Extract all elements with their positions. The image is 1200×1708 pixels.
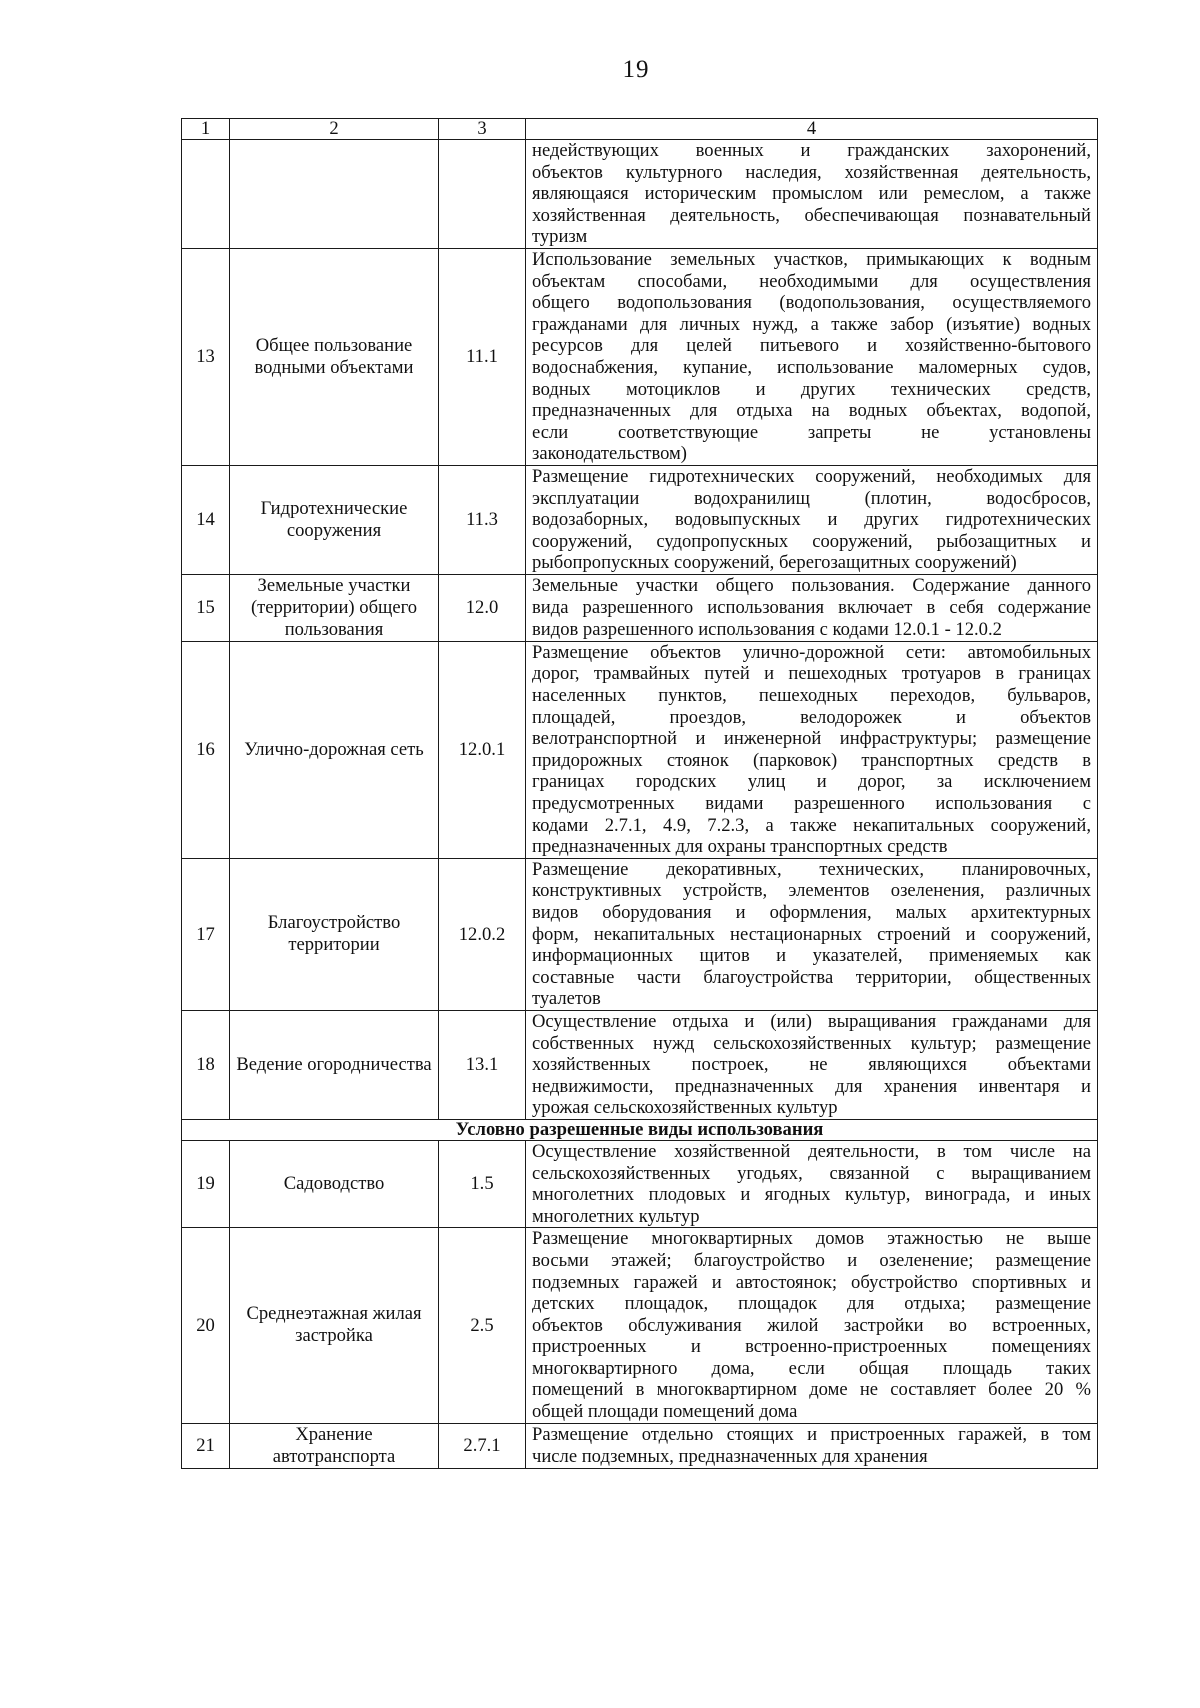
row-number: 19 bbox=[182, 1140, 230, 1227]
use-description bbox=[526, 1140, 1098, 1227]
description-line: видов разрешенного использования с кодами 12.0.1 - 12.0.2 bbox=[532, 618, 1002, 640]
description-line: Осуществление хозяйственной деятельности, в том числе на bbox=[532, 1140, 1091, 1162]
description-line: Осуществление отдыха и (или) выращивания гражданами для bbox=[532, 1010, 1091, 1032]
classifier-code bbox=[439, 140, 526, 249]
description-line: водозаборных, водовыпускных и других гидротехнических bbox=[532, 509, 1091, 531]
description-line: предназначенных для охраны транспортных средств bbox=[532, 836, 948, 858]
description-line: подземных гаражей и автостоянок; обустройство спортивных и bbox=[532, 1271, 1091, 1293]
description-line: Размещение отдельно стоящих и пристроенных гаражей, в том bbox=[532, 1424, 1091, 1446]
description-line: общего водопользования (водопользования, осуществляемого bbox=[532, 292, 1091, 314]
description-line: общей площади помещений дома bbox=[532, 1401, 798, 1423]
description-line: предназначенных для отдыха на водных объектах, водопой, bbox=[532, 400, 1091, 422]
description-line: урожая сельскохозяйственных культур bbox=[532, 1097, 838, 1119]
description-line: многолетних культур bbox=[532, 1205, 700, 1227]
description-line: хозяйственных построек, не являющихся объектами bbox=[532, 1054, 1091, 1076]
description-line: туризм bbox=[532, 226, 588, 248]
description-line: недействующих военных и гражданских захоронений, bbox=[532, 140, 1091, 161]
description-line: конструктивных устройств, элементов озеленения, различных bbox=[532, 880, 1091, 902]
classifier-code: 12.0.2 bbox=[439, 858, 526, 1010]
section-title: Условно разрешенные виды использования bbox=[182, 1119, 1098, 1140]
use-type-name: Садоводство bbox=[230, 1140, 439, 1227]
description-line: населенных пунктов, пешеходных переходов, бульваров, bbox=[532, 685, 1091, 707]
header-col-1: 1 bbox=[182, 119, 230, 140]
classifier-code: 2.5 bbox=[439, 1228, 526, 1423]
description-line: вида разрешенного использования включает в себя содержание bbox=[532, 597, 1091, 619]
description-line: сооружений, судопропускных сооружений, рыбозащитных и bbox=[532, 530, 1091, 552]
description-line: числе подземных, предназначенных для хранения bbox=[532, 1445, 928, 1467]
description-line: объектам способами, необходимыми для осуществления bbox=[532, 270, 1091, 292]
use-type-name: Гидротехнические сооружения bbox=[230, 465, 439, 574]
row-number bbox=[182, 140, 230, 249]
table-header-row bbox=[182, 119, 1098, 140]
description-line: границах городских улиц и дорог, за исключением bbox=[532, 771, 1091, 793]
description-line: Использование земельных участков, примыкающих к водным bbox=[532, 248, 1091, 270]
description-line: хозяйственная деятельность, обеспечивающая познавательный bbox=[532, 204, 1091, 226]
description-line: Земельные участки общего пользования. Содержание данного bbox=[532, 575, 1091, 597]
row-number: 20 bbox=[182, 1228, 230, 1423]
description-line: детских площадок, площадок для отдыха; размещение bbox=[532, 1293, 1091, 1315]
description-line: рыбопропускных сооружений, берегозащитных сооружений) bbox=[532, 552, 1017, 574]
use-description bbox=[526, 140, 1098, 249]
use-type-name: Земельные участки (территории) общего пользования bbox=[230, 574, 439, 641]
table-row bbox=[182, 1423, 1098, 1468]
table-row bbox=[182, 140, 1098, 249]
use-description bbox=[526, 641, 1098, 858]
section-row bbox=[182, 1119, 1098, 1140]
land-use-table bbox=[181, 118, 1098, 1469]
description-line: сельскохозяйственных угодьях, связанной с выращиванием bbox=[532, 1162, 1091, 1184]
use-description bbox=[526, 465, 1098, 574]
classifier-code: 13.1 bbox=[439, 1010, 526, 1119]
header-col-3: 3 bbox=[439, 119, 526, 140]
table-row bbox=[182, 1010, 1098, 1119]
use-description bbox=[526, 1228, 1098, 1423]
description-line: дорог, трамвайных путей и пешеходных тротуаров в границах bbox=[532, 663, 1091, 685]
table-row bbox=[182, 1140, 1098, 1227]
classifier-code: 2.7.1 bbox=[439, 1423, 526, 1468]
header-col-4: 4 bbox=[526, 119, 1098, 140]
row-number: 14 bbox=[182, 465, 230, 574]
description-line: Размещение декоративных, технических, планировочных, bbox=[532, 858, 1091, 880]
use-description bbox=[526, 248, 1098, 465]
use-type-name: Среднеэтажная жилая застройка bbox=[230, 1228, 439, 1423]
classifier-code: 12.0 bbox=[439, 574, 526, 641]
description-line: являющаяся историческим промыслом или ремеслом, а также bbox=[532, 183, 1091, 205]
classifier-code: 12.0.1 bbox=[439, 641, 526, 858]
description-line: многоквартирного дома, если общая площадь таких bbox=[532, 1357, 1091, 1379]
use-type-name bbox=[230, 140, 439, 249]
table-row bbox=[182, 858, 1098, 1010]
row-number: 15 bbox=[182, 574, 230, 641]
use-type-name: Улично-дорожная сеть bbox=[230, 641, 439, 858]
description-line: многолетних плодовых и ягодных культур, винограда, и иных bbox=[532, 1184, 1091, 1206]
description-line: Размещение объектов улично-дорожной сети: автомобильных bbox=[532, 641, 1091, 663]
table-row bbox=[182, 641, 1098, 858]
table-row bbox=[182, 1228, 1098, 1423]
description-line: недвижимости, предназначенных для хранения инвентаря и bbox=[532, 1075, 1091, 1097]
classifier-code: 1.5 bbox=[439, 1140, 526, 1227]
use-type-name: Благоустройство территории bbox=[230, 858, 439, 1010]
row-number: 21 bbox=[182, 1423, 230, 1468]
description-line: объектов обслуживания жилой застройки во встроенных, bbox=[532, 1314, 1091, 1336]
header-col-2: 2 bbox=[230, 119, 439, 140]
table-row bbox=[182, 465, 1098, 574]
row-number: 16 bbox=[182, 641, 230, 858]
description-line: кодами 2.7.1, 4.9, 7.2.3, а также некапитальных сооружений, bbox=[532, 814, 1091, 836]
description-line: составные части благоустройства территории, общественных bbox=[532, 966, 1091, 988]
use-type-name: Ведение огородничества bbox=[230, 1010, 439, 1119]
description-line: если соответствующие запреты не установлены bbox=[532, 421, 1091, 443]
description-line: законодательством) bbox=[532, 443, 687, 465]
use-description bbox=[526, 858, 1098, 1010]
use-type-name: Хранение автотранспорта bbox=[230, 1423, 439, 1468]
description-line: форм, некапитальных нестационарных строений и сооружений, bbox=[532, 923, 1091, 945]
use-description bbox=[526, 574, 1098, 641]
description-line: водоснабжения, купание, использование маломерных судов, bbox=[532, 356, 1091, 378]
description-line: предусмотренных видами разрешенного использования с bbox=[532, 793, 1091, 815]
description-line: гражданами для личных нужд, а также забор (изъятие) водных bbox=[532, 313, 1091, 335]
description-line: информационных щитов и указателей, применяемых как bbox=[532, 945, 1091, 967]
classifier-code: 11.1 bbox=[439, 248, 526, 465]
description-line: водных мотоциклов и других технических средств, bbox=[532, 378, 1091, 400]
use-type-name: Общее пользование водными объектами bbox=[230, 248, 439, 465]
description-line: эксплуатации водохранилищ (плотин, водосбросов, bbox=[532, 487, 1091, 509]
description-line: велотранспортной и инженерной инфраструктуры; размещение bbox=[532, 728, 1091, 750]
table-row bbox=[182, 248, 1098, 465]
description-line: площадей, проездов, велодорожек и объектов bbox=[532, 706, 1091, 728]
description-line: туалетов bbox=[532, 988, 601, 1010]
use-description bbox=[526, 1423, 1098, 1468]
row-number: 13 bbox=[182, 248, 230, 465]
description-line: собственных нужд сельскохозяйственных культур; размещение bbox=[532, 1032, 1091, 1054]
description-line: восьми этажей; благоустройство и озеленение; размещение bbox=[532, 1249, 1091, 1271]
description-line: Размещение многоквартирных домов этажностью не выше bbox=[532, 1228, 1091, 1250]
row-number: 17 bbox=[182, 858, 230, 1010]
description-line: придорожных стоянок (парковок) транспортных средств в bbox=[532, 749, 1091, 771]
description-line: Размещение гидротехнических сооружений, необходимых для bbox=[532, 465, 1091, 487]
row-number: 18 bbox=[182, 1010, 230, 1119]
page-number: 19 bbox=[622, 56, 650, 83]
description-line: пристроенных и встроенно-пристроенных помещениях bbox=[532, 1336, 1091, 1358]
description-line: помещений в многоквартирном доме не составляет более 20 % bbox=[532, 1379, 1091, 1401]
table-row bbox=[182, 574, 1098, 641]
description-line: ресурсов для целей питьевого и хозяйственно-бытового bbox=[532, 335, 1091, 357]
classifier-code: 11.3 bbox=[439, 465, 526, 574]
use-description bbox=[526, 1010, 1098, 1119]
description-line: видов оборудования и оформления, малых архитектурных bbox=[532, 902, 1091, 923]
description-line: объектов культурного наследия, хозяйственная деятельность, bbox=[532, 161, 1091, 183]
